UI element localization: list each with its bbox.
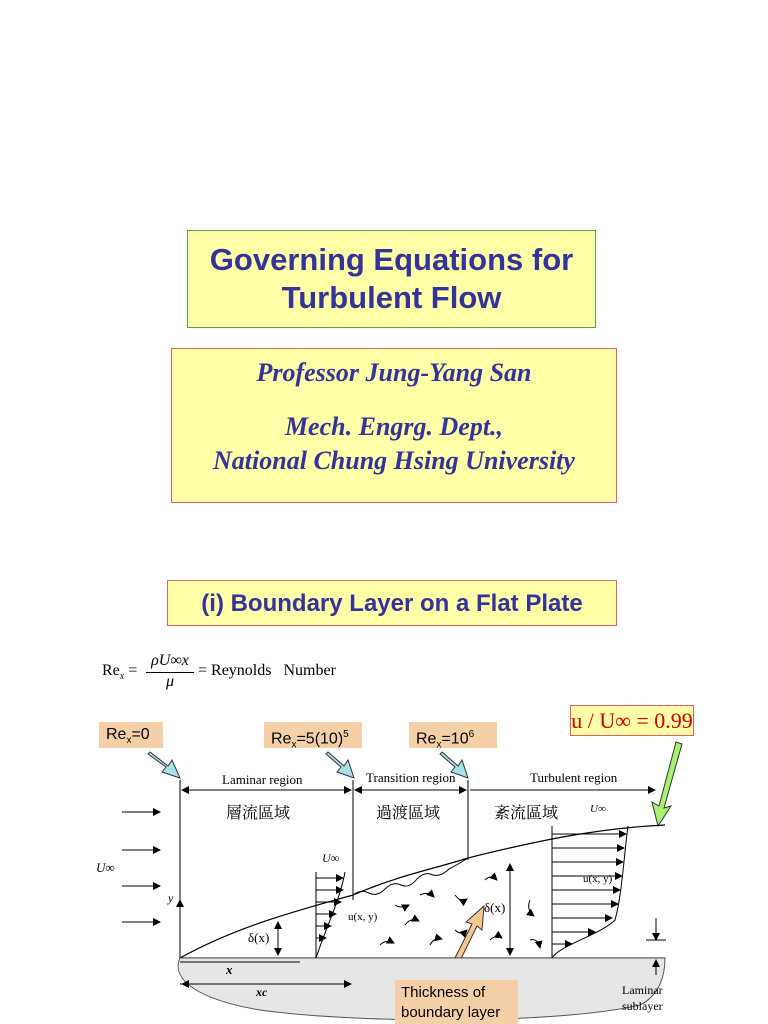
re6-sub: x [436, 739, 442, 751]
eq-numerator: ρU∞x [146, 652, 194, 673]
re6-sup: 6 [468, 729, 475, 740]
section-heading: (i) Boundary Layer on a Flat Plate [201, 590, 583, 617]
u-inf-left: U∞ [96, 860, 115, 875]
author-university: National Chung Hsing University [213, 446, 575, 475]
re5-base: Re [271, 730, 292, 748]
thickness-line-1: Thickness of [401, 984, 486, 1001]
callout-arrow-re5 [326, 752, 354, 778]
turbulent-cn-label: 紊流區域 [494, 803, 559, 822]
laminar-region-label: Laminar region [222, 772, 303, 787]
callout-arrow-ratio [652, 742, 682, 826]
xc-label: xc [256, 985, 268, 999]
re5-sub: x [291, 739, 297, 751]
re5-val: =5(10) [296, 730, 344, 748]
delta-turbulent-label: δ(x) [484, 900, 506, 915]
eq-lhs-base: Re [102, 662, 120, 679]
re0-val: =0 [131, 726, 150, 743]
title-line-1: Governing Equations for [209, 242, 574, 277]
re6-val: =10 [441, 730, 469, 748]
re5-sup: 5 [343, 729, 349, 740]
eq-lhs-sub: x [119, 671, 125, 683]
eq-lhs: $Re_x$ = [102, 662, 138, 683]
x-axis-label: x [226, 962, 233, 977]
author-name: Professor Jung-Yang San [256, 358, 532, 387]
eq-rhs: = Reynolds Number [198, 662, 336, 679]
laminar-cn-label: 層流區域 [226, 803, 291, 822]
thickness-line-2: boundary layer [401, 1004, 501, 1021]
u-xy-laminar: u(x, y) [348, 911, 378, 923]
transition-cn-label: 過渡區域 [376, 803, 441, 822]
y-axis-label: y [168, 891, 174, 905]
laminar-sublayer-label [622, 982, 663, 1014]
title-line-2: Turbulent Flow [281, 280, 502, 315]
re0-sub: x [126, 735, 132, 747]
u-inf-turbulent: U∞ [590, 803, 606, 815]
laminar-sublayer-line-1: Laminar [622, 983, 663, 997]
transition-region-label: Transition region [366, 770, 456, 785]
u-inf-laminar: U∞ [322, 851, 340, 865]
callout-arrow-re0 [148, 752, 180, 778]
thickness-callout [395, 980, 518, 1024]
delta-laminar-label: δ(x) [248, 930, 270, 945]
turbulent-region-label: Turbulent region [530, 770, 618, 785]
laminar-sublayer-line-2: sublayer [622, 999, 663, 1013]
u-xy-turbulent: u(x, y) [583, 873, 613, 885]
velocity-ratio-box: u / U∞ = 0.99 [570, 705, 694, 736]
re6-base: Re [416, 730, 437, 748]
re0-base: Re [106, 726, 127, 743]
eq-denominator: μ [165, 673, 175, 690]
author-dept: Mech. Engrg. Dept., [284, 412, 504, 441]
